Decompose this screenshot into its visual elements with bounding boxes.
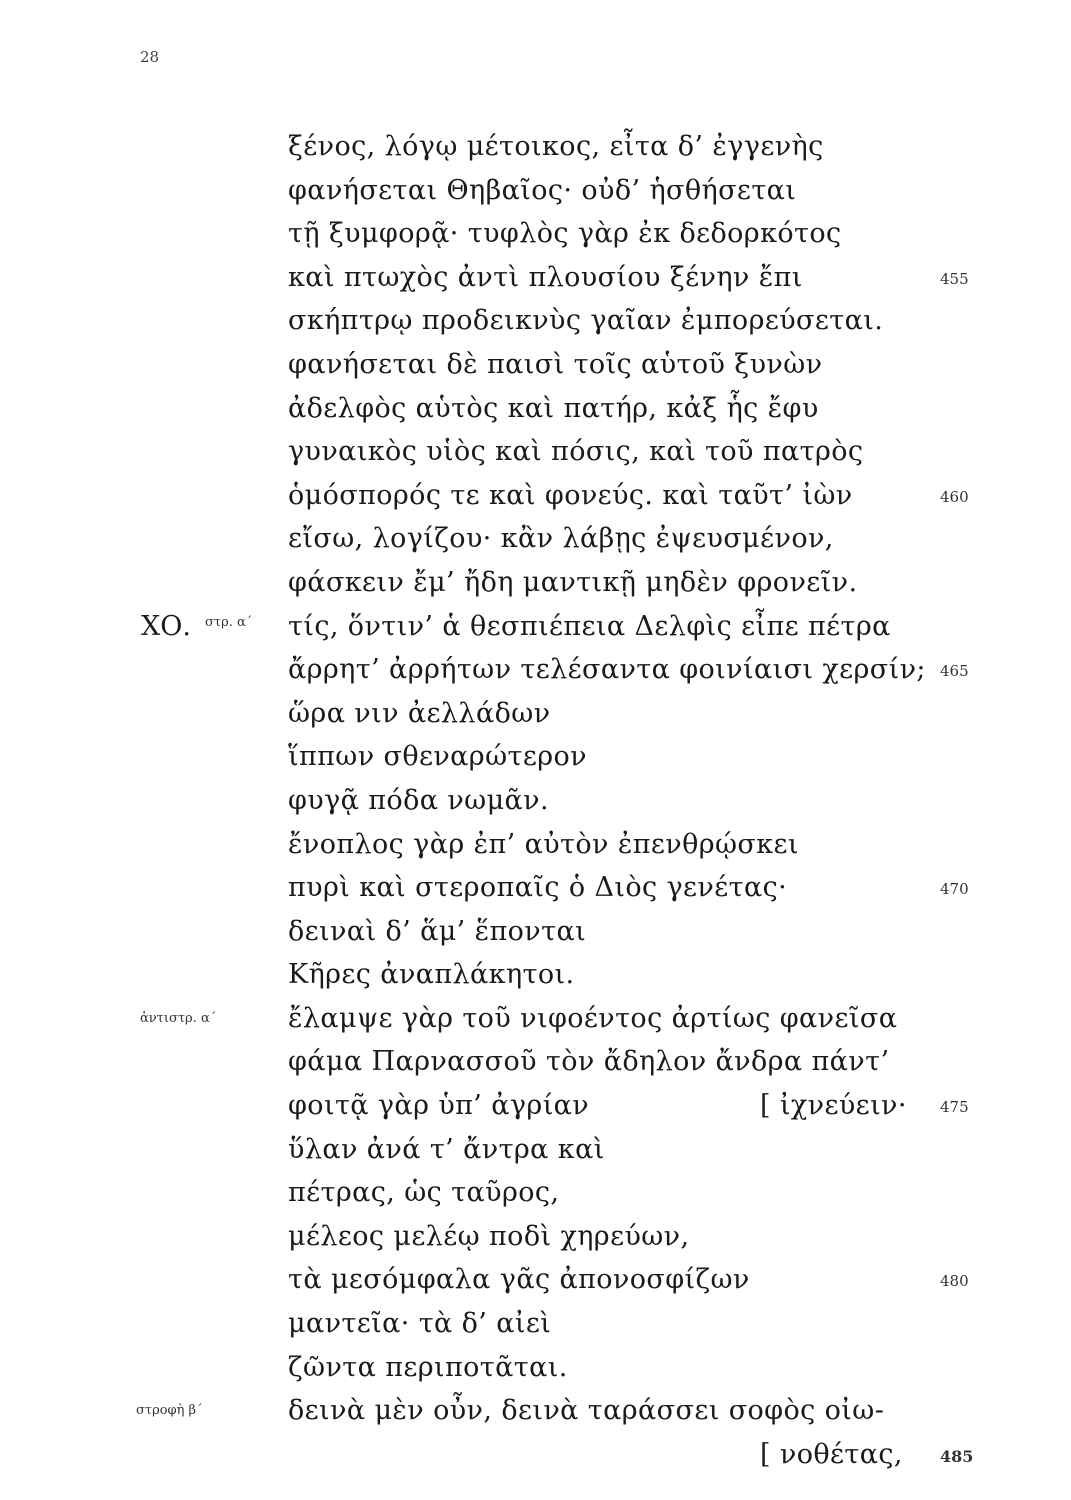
verse-text: ἄρρητ’ ἀρρήτων τελέσαντα φοινίαισι χερσίν;: [288, 654, 926, 686]
verse-line: [0, 1128, 1071, 1172]
verse-line: [0, 866, 1071, 910]
verse-line: [0, 1433, 1071, 1477]
verse-text-main: φοιτᾷ γὰρ ὑπ’ ἀγρίαν: [288, 1090, 590, 1122]
verse-text: εἴσω, λογίζου· κἂν λάβῃς ἐψευσμένον,: [288, 523, 834, 555]
verse-bracket-continuation: [ ἰχνεύειν·: [760, 1090, 907, 1122]
verse-text: τῇ ξυμφορᾷ· τυφλὸς γὰρ ἐκ δεδορκότος: [288, 218, 842, 250]
section-label: στροφὴ β´: [136, 1403, 203, 1419]
verse-line: [0, 605, 1071, 649]
verse-text: φυγᾷ πόδα νωμᾶν.: [288, 784, 549, 816]
verse-text: φάμα Παρνασσοῦ τὸν ἄδηλον ἄνδρα πάντ’: [288, 1046, 890, 1078]
verse-line: [0, 343, 1071, 387]
line-number: 465: [940, 662, 969, 681]
section-label: ἀντιστρ. α´: [140, 1010, 217, 1026]
verse-line: [0, 474, 1071, 518]
verse-line: [0, 1084, 1071, 1128]
verse-text: καὶ πτωχὸς ἀντὶ πλουσίου ξένην ἔπι: [288, 261, 803, 293]
verse-text: ὕλαν ἀνά τ’ ἄντρα καὶ: [288, 1133, 605, 1165]
verse-line: [0, 1346, 1071, 1390]
line-number: 455: [940, 269, 969, 288]
verse-text: Κῆρες ἀναπλάκητοι.: [288, 959, 575, 991]
line-number: 460: [940, 487, 969, 506]
verse-line: [0, 997, 1071, 1041]
verse-text: γυναικὸς υἱὸς καὶ πόσις, καὶ τοῦ πατρὸς: [288, 436, 864, 468]
verse-line: [0, 648, 1071, 692]
verse-line: [0, 299, 1071, 343]
line-number: 485: [940, 1446, 974, 1466]
line-number: 475: [940, 1098, 969, 1117]
verse-line: [0, 1302, 1071, 1346]
verse-line: [0, 256, 1071, 300]
verse-text: φανήσεται δὲ παισὶ τοῖς αὑτοῦ ξυνὼν: [288, 348, 823, 380]
verse-text: ζῶντα περιποτᾶται.: [288, 1351, 568, 1383]
page-number: 28: [140, 48, 160, 66]
verse-line: [0, 517, 1071, 561]
verse-text: ἵππων σθεναρώτερον: [288, 741, 587, 773]
verse-text: ἀδελφὸς αὑτὸς καὶ πατήρ, κἀξ ἧς ἔφυ: [288, 392, 819, 424]
verse-text: πέτρας, ὡς ταῦρος,: [288, 1177, 560, 1209]
verse-text: ὥρα νιν ἀελλάδων: [288, 697, 551, 729]
verse-line: [0, 125, 1071, 169]
verse-line: [0, 953, 1071, 997]
verse-block: [0, 125, 1071, 1476]
verse-text: δειναὶ δ’ ἅμ’ ἕπονται: [288, 915, 587, 947]
verse-line: [0, 1040, 1071, 1084]
verse-line: [0, 779, 1071, 823]
verse-line: [0, 169, 1071, 213]
verse-text: φανήσεται Θηβαῖος· οὐδ’ ἡσθήσεται: [288, 174, 797, 206]
verse-line: [0, 910, 1071, 954]
verse-text: ξένος, λόγῳ μέτοικος, εἶτα δ’ ἐγγενὴς: [288, 131, 824, 162]
verse-text: [288, 1084, 907, 1128]
verse-line: [0, 692, 1071, 736]
verse-line: [0, 1389, 1071, 1433]
line-number: 470: [940, 880, 969, 899]
verse-text: ὁμόσπορός τε καὶ φονεύς. καὶ ταῦτ’ ἰὼν: [288, 479, 853, 511]
verse-text: μέλεος μελέῳ ποδὶ χηρεύων,: [288, 1220, 690, 1252]
verse-text: φάσκειν ἔμ’ ἤδη μαντικῇ μηδὲν φρονεῖν.: [288, 566, 858, 598]
verse-line: [0, 561, 1071, 605]
verse-line: [0, 1215, 1071, 1259]
verse-line: [0, 1258, 1071, 1302]
verse-text: σκήπτρῳ προδεικνὺς γαῖαν ἐμπορεύσεται.: [288, 305, 884, 337]
verse-line: [0, 735, 1071, 779]
verse-text: ἔνοπλος γὰρ ἐπ’ αὐτὸν ἐπενθρῴσκει: [288, 828, 799, 860]
speaker-label: ΧΟ.: [141, 610, 191, 642]
section-label: στρ. α´: [205, 614, 253, 630]
verse-text: τὰ μεσόμφαλα γᾶς ἀπονοσφίζων: [288, 1264, 750, 1296]
verse-line: [0, 212, 1071, 256]
verse-line: [0, 1171, 1071, 1215]
verse-text: ἔλαμψε γὰρ τοῦ νιφοέντος ἀρτίως φανεῖσα: [288, 1002, 898, 1034]
verse-line: [0, 430, 1071, 474]
line-number: 480: [940, 1272, 969, 1291]
verse-line: [0, 823, 1071, 867]
verse-text: τίς, ὅντιν’ ἁ θεσπιέπεια Δελφὶς εἶπε πέτρα: [288, 610, 891, 642]
verse-line: [0, 387, 1071, 431]
verse-text: μαντεῖα· τὰ δ’ αἰεὶ: [288, 1308, 552, 1340]
verse-text: δεινὰ μὲν οὖν, δεινὰ ταράσσει σοφὸς οἰω-: [288, 1395, 885, 1427]
verse-text: [ νοθέτας,: [760, 1438, 903, 1470]
verse-text: πυρὶ καὶ στεροπαῖς ὁ Διὸς γενέτας·: [288, 872, 788, 904]
